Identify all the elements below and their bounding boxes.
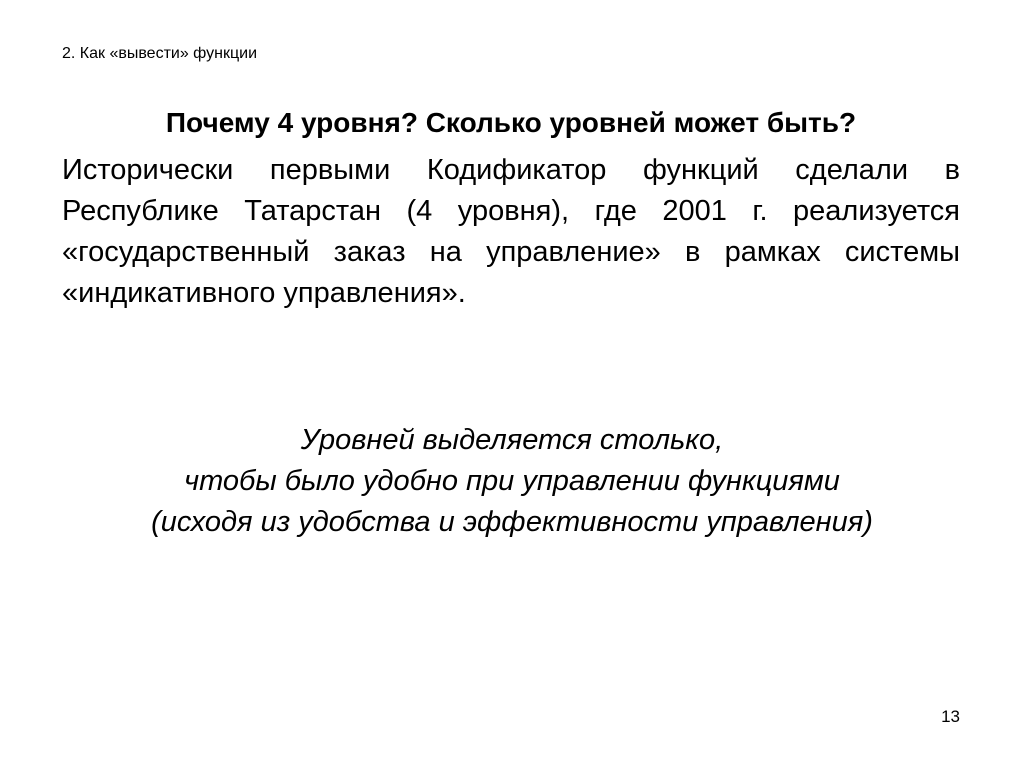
section-label: 2. Как «вывести» функции [62,45,258,62]
body-paragraph: Исторически первыми Кодификатор функций сделали в Республике Татарстан (4 уровня), где 2001 г. реализуется «государственный заказ на управление» в рамках системы «индикативного управления». [62,154,960,309]
conclusion-line: (исходя из удобства и эффективности управления) [151,506,873,538]
conclusion-block [40,420,984,543]
conclusion-line: чтобы было удобно при управлении функциями [184,465,840,497]
slide-title: Почему 4 уровня? Сколько уровней может быть? [165,107,857,138]
conclusion-line: Уровней выделяется столько, [300,424,724,456]
page-number: 13 [941,707,960,726]
